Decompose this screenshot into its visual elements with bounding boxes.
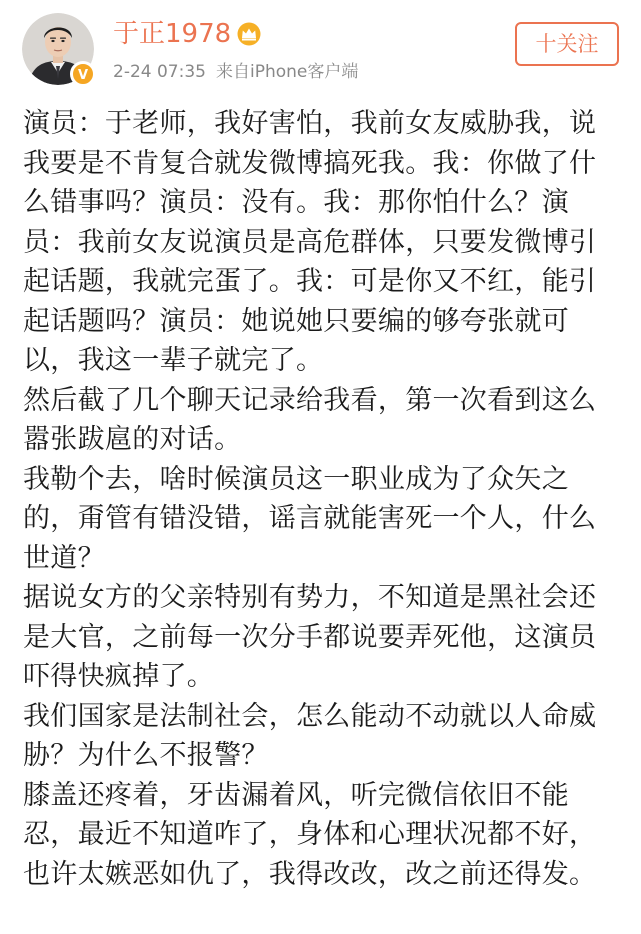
post-paragraph: 演员：于老师，我好害怕，我前女友威胁我，说我要是不肯复合就发微博搞死我。我：你做了什么错事吗？演员：没有。我：那你怕什么？演员：我前女友说演员是高危群体，只要发微博引起话题，我就完蛋了。我：可是你又不红，能引起话题吗？演员：她说她只要编的够夸张就可以，我这一辈子就完了。 — [23, 108, 597, 376]
post-paragraph: 我勒个去，啥时候演员这一职业成为了众矢之的，甭管有错没错，谣言就能害死一个人，什么世道？ — [23, 463, 597, 574]
post-paragraph: 然后截了几个聊天记录给我看，第一次看到这么嚣张跋扈的对话。 — [23, 384, 597, 455]
svg-text:V: V — [77, 68, 89, 83]
post-content — [23, 104, 623, 894]
post-paragraph: 据说女方的父亲特别有势力，不知道是黑社会还是大官，之前每一次分手都说要弄死他，这演员吓得快疯掉了。 — [23, 582, 597, 692]
follow-button[interactable]: 十关注 — [515, 22, 619, 66]
crown-icon[interactable] — [236, 22, 262, 46]
user-name[interactable]: 于正1978 — [113, 19, 232, 49]
post-header — [0, 0, 641, 100]
post-paragraph: 膝盖还疼着，牙齿漏着风，听完微信依旧不能忍，最近不知道咋了，身体和心理状况都不好，也许太嫉恶如仇了，我得改改，改之前还得发。 — [23, 779, 597, 890]
avatar[interactable] — [22, 13, 94, 85]
post-source[interactable]: 来自iPhone客户端 — [215, 62, 359, 82]
verified-badge-icon — [70, 61, 96, 87]
post-meta — [113, 60, 358, 84]
post-timestamp: 2-24 07:35 — [113, 62, 206, 82]
post-paragraph: 我们国家是法制社会，怎么能动不动就以人命威胁？为什么不报警？ — [23, 700, 597, 771]
